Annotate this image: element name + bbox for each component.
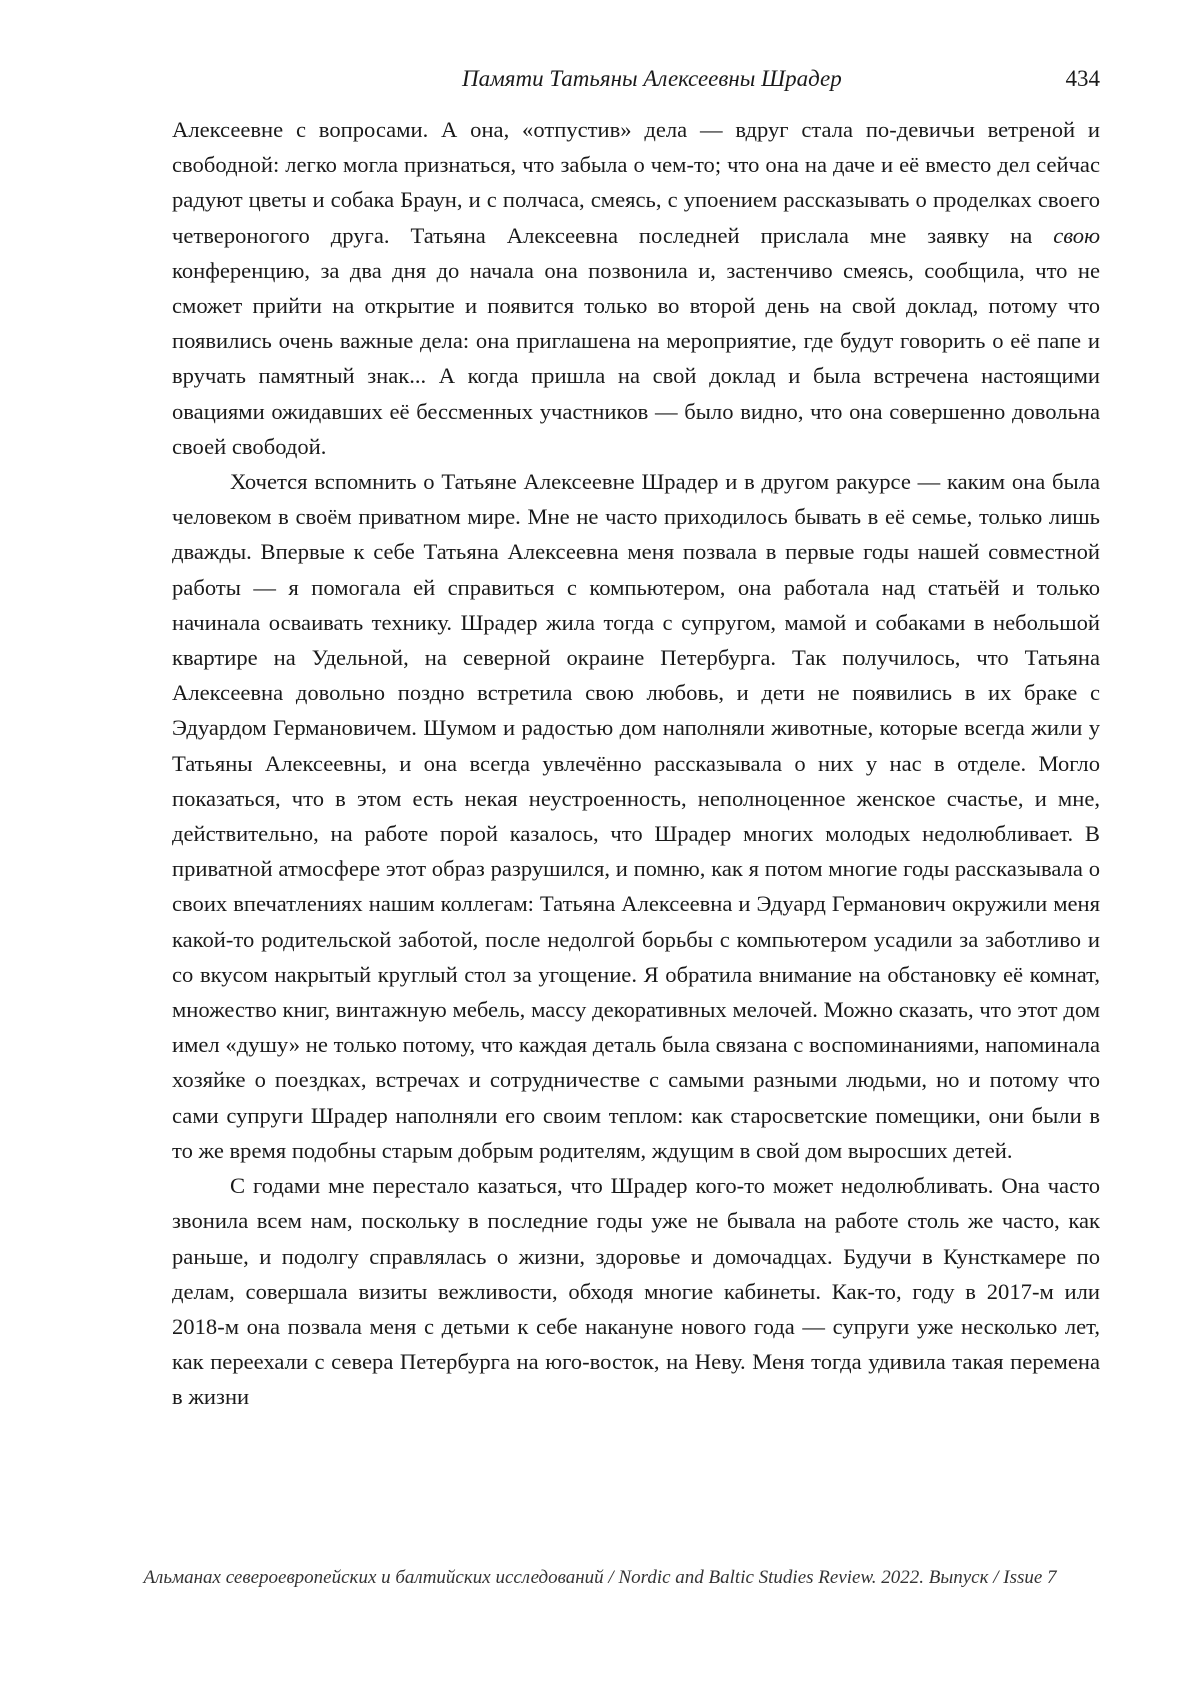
paragraph-1-emphasis: свою xyxy=(1053,222,1100,248)
paragraph-3 xyxy=(172,1168,1100,1414)
paragraph-1 xyxy=(172,112,1100,464)
running-footer: Альманах североевропейских и балтийских исследований / Nordic and Baltic Studies Review. 2022. Выпуск / Issue 7 xyxy=(143,1567,1057,1588)
paragraph-1-text-b: конференцию, за два дня до начала она позвонила и, застенчиво смеясь, сообщила, что не сможет прийти на открытие и появится только во второй день на свой доклад, потому что появились очень важные дела: она приглашена на мероприятие, где будут говорить о её папе и вручать памятный знак... А когда пришла на свой доклад и была встречена настоящими овациями ожидавших её бессменных участников — было видно, что она совершенно довольна своей свободой. xyxy=(172,257,1100,459)
body-text xyxy=(172,112,1100,1415)
header-title: Памяти Татьяны Алексеевны Шрадер xyxy=(462,66,842,91)
running-header xyxy=(172,66,1100,102)
paragraph-2 xyxy=(172,464,1100,1168)
paragraph-2-text: Хочется вспомнить о Татьяне Алексеевне Шрадер и в другом ракурсе — каким она была человеком в своём приватном мире. Мне не часто приходилось бывать в её семье, только лишь дважды. Впервые к себе Татьяна Алексеевна меня позвала в первые годы нашей совместной работы — я помогала ей справиться с компьютером, она работала над статьёй и только начинала осваивать технику. Шрадер жила тогда с супругом, мамой и собаками в небольшой квартире на Удельной, на северной окраине Петербурга. Так получилось, что Татьяна Алексеевна довольно поздно встретила свою любовь, и дети не появились в их браке с Эдуардом Германовичем. Шумом и радостью дом наполняли животные, которые всегда жили у Татьяны Алексеевны, и она всегда увлечённо рассказывала о них у нас в отделе. Могло показаться, что в этом есть некая неустроенность, неполноценное женское счастье, и мне, действительно, на работе порой казалось, что Шрадер многих молодых недолюбливает. В приватной атмосфере этот образ разрушился, и помню, как я потом многие годы рассказывала о своих впечатлениях нашим коллегам: Татьяна Алексеевна и Эдуард Германович окружили меня какой-то родительской заботой, после недолгой борьбы с компьютером усадили за заботливо и со вкусом накрытый круглый стол за угощение. Я обратила внимание на обстановку её комнат, множество книг, винтажную мебель, массу декоративных мелочей. Можно сказать, что этот дом имел «душу» не только потому, что каждая деталь была связана с воспоминаниями, напоминала хозяйке о поездках, встречах и сотрудничестве с самыми разными людьми, но и потому что сами супруги Шрадер наполняли его своим теплом: как старосветские помещики, они были в то же время подобны старым добрым родителям, ждущим в свой дом выросших детей. xyxy=(172,469,1100,1163)
paragraph-3-text: С годами мне перестало казаться, что Шрадер кого-то может недолюбливать. Она часто звонила всем нам, поскольку в последние годы уже не бывала на работе столь же часто, как раньше, и подолгу справлялась о жизни, здоровье и домочадцах. Будучи в Кунсткамере по делам, совершала визиты вежливости, обходя многие кабинеты. Как-то, году в 2017-м или 2018-м она позвала меня с детьми к себе накануне нового года — супруги уже несколько лет, как переехали с севера Петербурга на юго-восток, на Неву. Меня тогда удивила такая перемена в жизни xyxy=(172,1173,1100,1410)
paragraph-1-text-a: Алексеевне с вопросами. А она, «отпустив» дела — вдруг стала по-девичьи ветреной и свободной: легко могла признаться, что забыла о чем-то; что она на даче и её вместо дел сейчас радуют цветы и собака Браун, и с полчаса, смеясь, с упоением рассказывать о проделках своего четвероногого друга. Татьяна Алексеевна последней прислала мне заявку на xyxy=(172,117,1100,248)
page-number: 434 xyxy=(1065,66,1100,91)
